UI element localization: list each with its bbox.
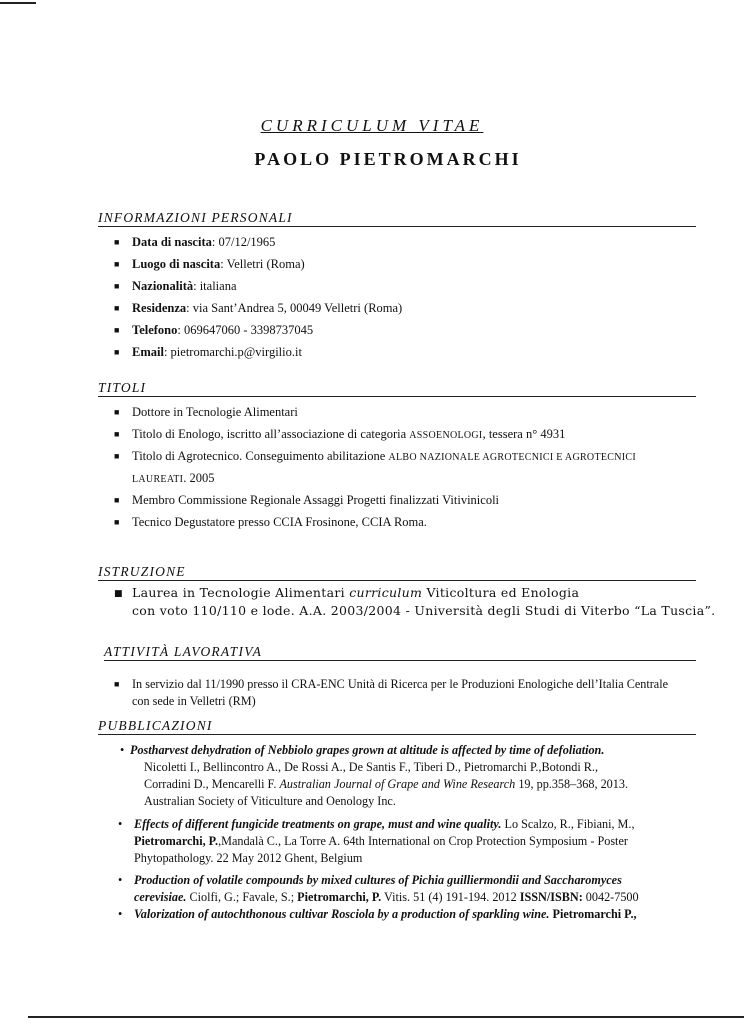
list-item [114, 584, 579, 603]
section-heading-istruzione: ISTRUZIONE [98, 564, 696, 581]
bullet-icon: ■ [114, 237, 120, 247]
list-item-continuation: con sede in Velletri (RM) [132, 694, 256, 708]
publication-author-bold: Pietromarchi, P. [297, 890, 382, 904]
item-value: : via Sant’Andrea 5, 00049 Velletri (Roma) [186, 301, 403, 315]
publication-authors: Lo Scalzo, R., Fibiani, M., [501, 817, 635, 831]
bullet-icon: ■ [114, 495, 120, 505]
publication-title-line [118, 906, 637, 923]
publication-title: Effects of different fungicide treatments on grape, must and wine quality. [134, 817, 502, 831]
section-heading-personal: INFORMAZIONI PERSONALI [98, 210, 696, 227]
scan-edge-bottom [28, 1016, 744, 1018]
bullet-icon: ■ [114, 347, 120, 357]
item-text-after: . 2005 [183, 471, 215, 485]
item-label: Residenza [132, 301, 187, 315]
list-item [114, 424, 565, 446]
bullet-icon: ■ [114, 429, 120, 439]
item-label: Nazionalità [132, 279, 194, 293]
publication-details: ,Mandalà C., La Torre A. 64th International on Crop Protection Symposium - Poster [218, 834, 628, 848]
item-label: Email [132, 345, 164, 359]
document-title: CURRICULUM VITAE [260, 116, 484, 135]
list-item-continuation [132, 468, 215, 490]
item-text: Dottore in Tecnologie Alimentari [132, 405, 298, 419]
list-item-continuation: con voto 110/110 e lode. A.A. 2003/2004 - Università degli Studi di Viterbo “La Tuscia”. [132, 603, 716, 618]
item-text: Laurea in Tecnologie Alimentari [132, 585, 350, 600]
list-item [114, 446, 636, 468]
bullet-icon: • [118, 907, 123, 921]
bullet-icon: ■ [114, 451, 120, 461]
item-value: : italiana [193, 279, 237, 293]
publication-line [144, 776, 628, 793]
list-item [114, 402, 298, 423]
item-label: Luogo di nascita [132, 257, 221, 271]
person-name: PAOLO PIETROMARCHI [254, 149, 522, 169]
item-value: : 07/12/1965 [211, 235, 276, 249]
publication-authors: Corradini D., Mencarelli F. [144, 777, 280, 791]
list-item [114, 512, 427, 533]
publication-title-line [120, 742, 604, 759]
item-value: : 069647060 - 3398737045 [177, 323, 314, 337]
item-text: Titolo di Agrotecnico. Conseguimento abilitazione [132, 449, 389, 463]
list-item [114, 342, 302, 363]
publication-details: Vitis. 51 (4) 191-194. 2012 [381, 890, 520, 904]
list-item [114, 298, 402, 319]
bullet-icon: ■ [114, 679, 120, 689]
section-heading-pubblicazioni: PUBBLICAZIONI [98, 718, 696, 735]
publication-line [134, 833, 628, 850]
list-item [114, 276, 237, 297]
item-label: Data di nascita [132, 235, 212, 249]
bullet-icon: ■ [114, 589, 123, 599]
item-text-after: Viticoltura ed Enologia [422, 585, 580, 600]
publication-issn-label: ISSN/ISBN: [519, 890, 583, 904]
bullet-icon: ■ [114, 517, 120, 527]
publication-title-line [118, 872, 622, 889]
publication-author-bold: Pietromarchi, P. [134, 834, 219, 848]
publication-title: Valorization of autochthonous cultivar Rosciola by a production of sparkling wine. [134, 907, 550, 921]
item-smallcaps: ALBO NAZIONALE AGROTECNICI E AGROTECNICI [388, 452, 636, 463]
scan-edge-top [0, 2, 36, 4]
list-item [114, 490, 499, 511]
bullet-icon: ■ [114, 407, 120, 417]
bullet-icon: ■ [114, 325, 120, 335]
publication-line: Australian Society of Viticulture and Oenology Inc. [144, 794, 396, 808]
list-item [114, 676, 668, 693]
item-label: Telefono [132, 323, 178, 337]
publication-issn: 0042-7500 [582, 890, 639, 904]
publication-title: Production of volatile compounds by mixed cultures of Pichia guilliermondii and Saccharomyces [134, 873, 622, 887]
item-value: : Velletri (Roma) [220, 257, 305, 271]
list-item [114, 254, 305, 275]
publication-line [134, 889, 639, 906]
publication-author-bold: Pietromarchi P., [549, 907, 637, 921]
item-text: In servizio dal 11/1990 presso il CRA-ENC Unità di Ricerca per le Produzioni Enologiche dell’Italia Centrale [132, 677, 668, 691]
bullet-icon: • [120, 743, 125, 757]
publication-line: Phytopathology. 22 May 2012 Ghent, Belgium [134, 851, 363, 865]
publication-title: Postharvest dehydration of Nebbiolo grapes grown at altitude is affected by time of defoliation. [130, 743, 605, 757]
bullet-icon: ■ [114, 281, 120, 291]
bullet-icon: ■ [114, 303, 120, 313]
publication-line: Nicoletti I., Bellincontro A., De Rossi A., De Santis F., Tiberi D., Pietromarchi P.,Botondi R., [144, 760, 599, 774]
item-text: Tecnico Degustatore presso CCIA Frosinone, CCIA Roma. [132, 515, 427, 529]
publication-details: 19, pp.358–368, 2013. [515, 777, 628, 791]
bullet-icon: • [118, 817, 123, 831]
bullet-icon: ■ [114, 259, 120, 269]
item-text: Membro Commissione Regionale Assaggi Progetti finalizzati Vitivinicoli [132, 493, 500, 507]
list-item [114, 232, 275, 253]
item-smallcaps: LAUREATI [132, 474, 184, 485]
bullet-icon: • [118, 873, 123, 887]
publication-authors: Ciolfi, G.; Favale, S.; [186, 890, 298, 904]
section-heading-titoli: TITOLI [98, 380, 696, 397]
item-value: : pietromarchi.p@virgilio.it [163, 345, 302, 359]
publication-title-cont: cerevisiae. [134, 890, 187, 904]
item-text: Titolo di Enologo, iscritto all’associazione di categoria [132, 427, 410, 441]
publication-title-line [118, 816, 635, 833]
section-heading-attivita: ATTIVITÀ LAVORATIVA [104, 644, 696, 661]
item-text-after: , tessera n° 4931 [482, 427, 566, 441]
publication-journal: Australian Journal of Grape and Wine Research [279, 777, 516, 791]
item-smallcaps: ASSOENOLOGI [409, 430, 483, 441]
item-emphasis: curriculum [349, 585, 423, 600]
list-item [114, 320, 313, 341]
